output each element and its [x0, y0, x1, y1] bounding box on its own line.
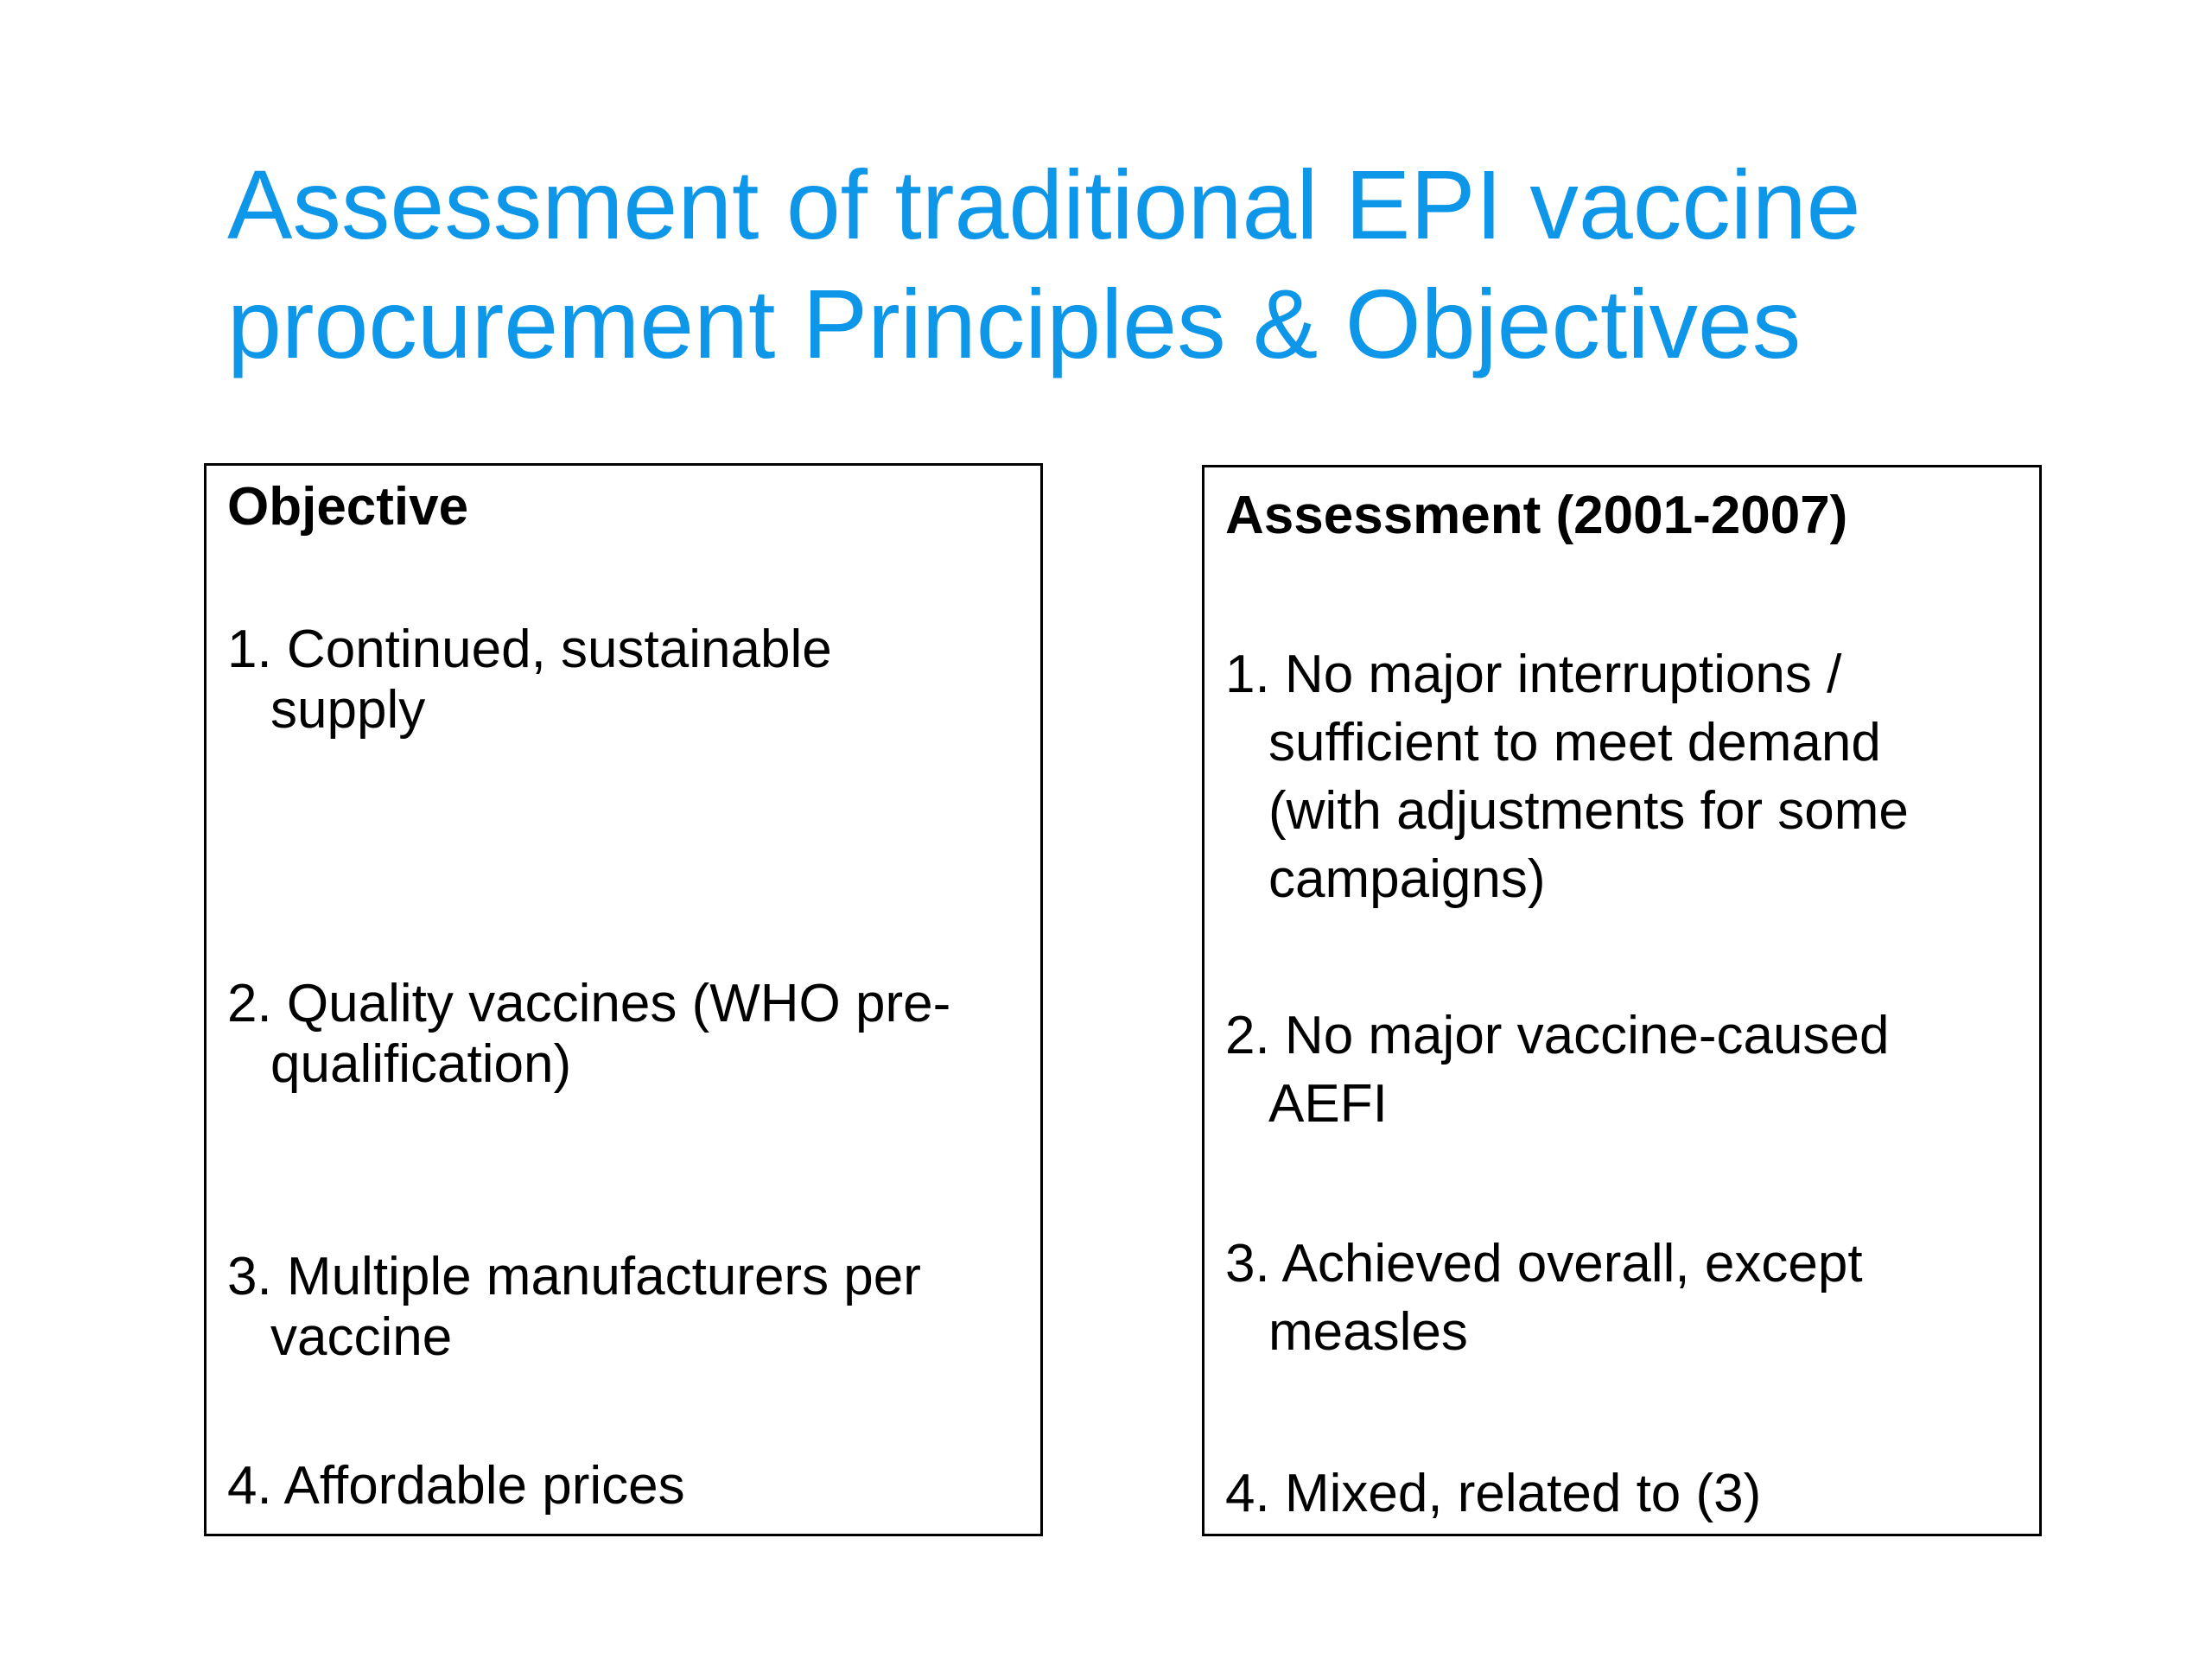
assessment-item-1-line-1: 1. No major interruptions / — [1225, 645, 1842, 704]
assessment-heading: Assessment (2001-2007) — [1225, 486, 1848, 545]
objective-item-2 — [227, 974, 950, 1095]
assessment-item-1 — [1225, 640, 1909, 913]
objective-item-1 — [227, 620, 832, 741]
assessment-box — [1202, 465, 2042, 1536]
assessment-item-2-line-1: 2. No major vaccine-caused — [1225, 1006, 1890, 1065]
objective-item-1-line-2: supply — [270, 680, 426, 740]
slide-title-line-2: procurement Principles & Objectives — [227, 270, 1802, 378]
objective-item-2-line-1: 2. Quality vaccines (WHO pre- — [227, 974, 951, 1033]
objective-item-3-line-2: vaccine — [270, 1307, 453, 1367]
objective-item-4-line-1: 4. Affordable prices — [227, 1456, 685, 1516]
objective-heading: Objective — [227, 477, 469, 537]
assessment-item-1-line-4: campaigns) — [1268, 849, 1546, 909]
assessment-item-3-line-1: 3. Achieved overall, except — [1225, 1234, 1863, 1294]
assessment-item-1-line-3: (with adjustments for some — [1268, 781, 1909, 841]
objective-item-3 — [227, 1247, 921, 1368]
assessment-item-3 — [1225, 1230, 1863, 1366]
assessment-item-4 — [1225, 1459, 1761, 1528]
assessment-item-2-line-2: AEFI — [1268, 1074, 1388, 1134]
slide-title-line-1: Assessment of traditional EPI vaccine — [227, 150, 1861, 259]
assessment-item-4-line-1: 4. Mixed, related to (3) — [1225, 1464, 1762, 1523]
slide-title — [227, 145, 2085, 384]
objective-item-2-line-2: qualification) — [270, 1034, 572, 1094]
assessment-item-3-line-2: measles — [1268, 1302, 1468, 1362]
objective-item-4 — [227, 1456, 685, 1516]
assessment-item-2 — [1225, 1001, 1889, 1138]
assessment-item-1-line-2: sufficient to meet demand — [1268, 713, 1881, 772]
objective-item-1-line-1: 1. Continued, sustainable — [227, 620, 832, 679]
objective-item-3-line-1: 3. Multiple manufacturers per — [227, 1247, 921, 1306]
objective-box — [204, 463, 1043, 1536]
